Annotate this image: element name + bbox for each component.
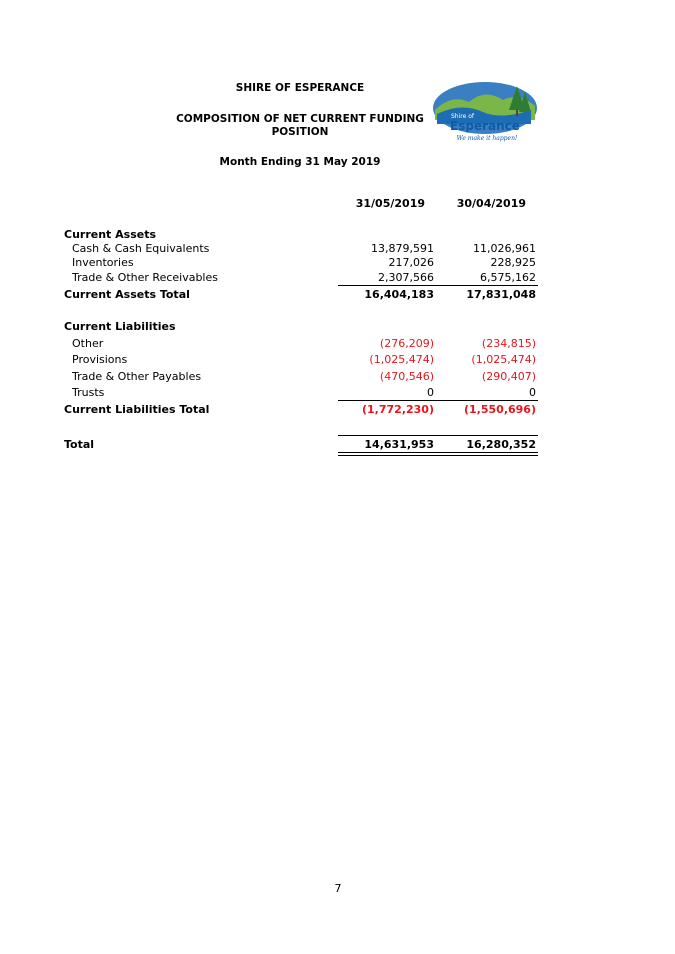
current-assets-total-label: Current Assets Total: [64, 288, 190, 301]
report-title-line2: POSITION: [271, 126, 329, 138]
current-liabilities-total-prior: (1,550,696): [464, 403, 536, 416]
current-liabilities-total-current: (1,772,230): [362, 403, 434, 416]
current-liabilities-total-label: Current Liabilities Total: [64, 403, 210, 416]
total-double-rule-1: [338, 452, 538, 453]
liability-row-label: Provisions: [72, 353, 128, 366]
asset-row-value-current: 13,879,591: [371, 242, 434, 255]
current-liabilities-heading: Current Liabilities: [64, 320, 176, 333]
liability-row-label: Other: [72, 337, 104, 350]
report-title: [160, 113, 440, 139]
subtotal-rule: [338, 285, 538, 286]
liability-row-value-prior: (290,407): [481, 370, 536, 383]
liability-row-value-current: 0: [427, 386, 434, 399]
current-assets-total-current: 16,404,183: [364, 288, 434, 301]
asset-row-value-current: 2,307,566: [378, 271, 434, 284]
logo-small-text: Shire of: [451, 113, 474, 120]
asset-row-value-current: 217,026: [388, 256, 434, 269]
liability-row-value-prior: 0: [529, 386, 536, 399]
total-double-rule-2: [338, 455, 538, 456]
asset-row-label: Cash & Cash Equivalents: [72, 242, 210, 255]
grand-total-label: Total: [64, 438, 95, 451]
asset-row-value-prior: 228,925: [490, 256, 536, 269]
column-heading-current: 31/05/2019: [355, 197, 425, 210]
liability-row-label: Trade & Other Payables: [72, 370, 202, 383]
grand-total-prior: 16,280,352: [466, 438, 536, 451]
current-assets-total-prior: 17,831,048: [466, 288, 536, 301]
report-period: Month Ending 31 May 2019: [219, 156, 381, 168]
liability-row-value-current: (276,209): [379, 337, 434, 350]
shire-logo: [431, 80, 539, 146]
asset-row-value-prior: 11,026,961: [473, 242, 536, 255]
page-number: 7: [334, 882, 342, 895]
liability-row-value-current: (1,025,474): [369, 353, 434, 366]
logo-name: Esperance: [450, 119, 520, 133]
total-top-rule: [338, 435, 538, 436]
current-assets-heading: Current Assets: [64, 228, 157, 241]
org-name: SHIRE OF ESPERANCE: [235, 82, 365, 94]
column-heading-prior: 30/04/2019: [456, 197, 526, 210]
liability-row-value-prior: (1,025,474): [471, 353, 536, 366]
asset-row-label: Trade & Other Receivables: [72, 271, 218, 284]
asset-row-value-prior: 6,575,162: [480, 271, 536, 284]
liability-row-value-current: (470,546): [379, 370, 434, 383]
logo-tagline: We make it happen!: [456, 135, 518, 142]
liability-row-value-prior: (234,815): [481, 337, 536, 350]
subtotal-rule: [338, 400, 538, 401]
report-title-line1: COMPOSITION OF NET CURRENT FUNDING: [176, 113, 424, 125]
asset-row-label: Inventories: [72, 256, 134, 269]
grand-total-current: 14,631,953: [364, 438, 434, 451]
liability-row-label: Trusts: [72, 386, 105, 399]
